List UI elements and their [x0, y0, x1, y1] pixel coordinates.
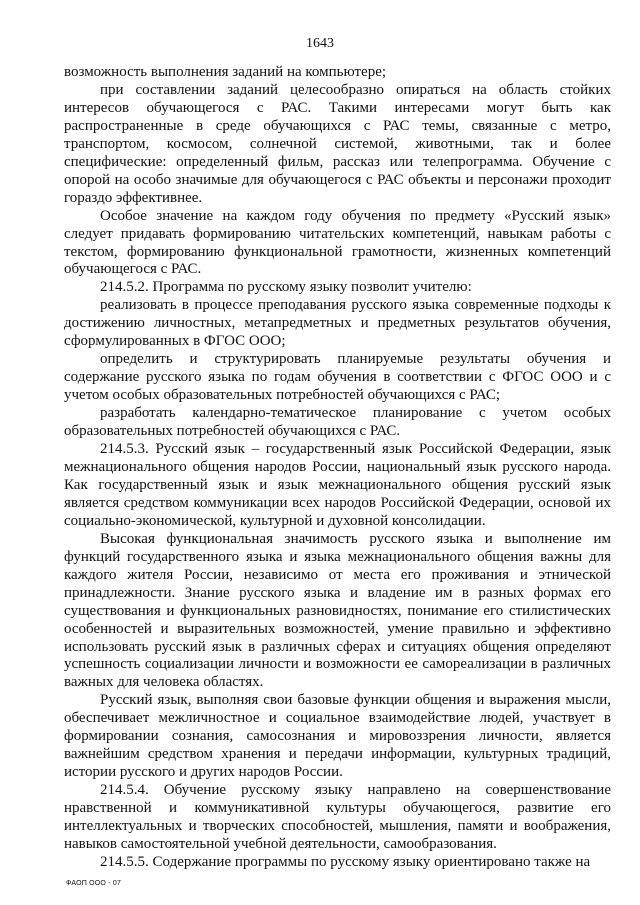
paragraph-functional-significance: Высокая функциональная значимость русского языка и выполнение им функций государственного языка и языка межнационального общения важны для каждого жителя России, независимо от места его проживания и этнической принадлежности. Знание русского языка и владение им в разных формах его существования и функциональных разновидностях, понимание его стилистических особенностей и выразительных возможностей, умение правильно и эффективно использовать русский язык в различных сферах и ситуациях общения определяют успешность социализации личности и возможности ее самореализации в различных важных для человека областях. [64, 530, 611, 691]
document-body [64, 64, 611, 872]
paragraph-reading-competencies: Особое значение на каждом году обучения по предмету «Русский язык» следует придавать формированию читательских компетенций, навыкам работы с текстом, формированию функциональной грамотности, жизненных компетенций обучающегося с РАС. [64, 207, 611, 278]
paragraph-section-214-5-5: 214.5.5. Содержание программы по русскому языку ориентировано также на [100, 853, 591, 870]
paragraph-develop-planning: разработать календарно-тематическое планирование с учетом особых образовательных потребностей обучающихся с РАС. [64, 405, 611, 440]
page-number: 1643 [306, 36, 334, 51]
paragraph-section-214-5-4: 214.5.4. Обучение русскому языку направлено на совершенствование нравственной и коммуникативной культуры обучающегося, развитие его интеллектуальных и творческих способностей, мышления, памяти и воображения, навыков самостоятельной учебной деятельности, самообразования. [64, 782, 611, 852]
paragraph-section-214-5-3: 214.5.3. Русский язык – государственный язык Российской Федерации, язык межнационального общения народов России, национальный язык русского народа. Как государственный язык и язык межнационального общения русский язык является средством коммуникации всех народов Российской Федерации, основой их социально-экономической, культурной и духовной консолидации. [64, 441, 611, 529]
footer-document-code: ФАОП ООО - 07 [66, 880, 122, 887]
paragraph-define-results: определить и структурировать планируемые результаты обучения и содержание русского языка по годам обучения в соответствии с ФГОС ООО и с учетом особых образовательных потребностей обучающихся с РАС; [64, 351, 611, 404]
paragraph-computer-tasks: возможность выполнения заданий на компьютере; [64, 64, 387, 80]
paragraph-basic-functions: Русский язык, выполняя свои базовые функции общения и выражения мысли, обеспечивает межличностное и социальное взаимодействие людей, участвует в формировании сознания, самосознания и мировоззрения личности, является важнейшим средством хранения и передачи информации, культурных традиций, истории русского и других народов России. [64, 692, 611, 781]
paragraph-section-214-5-2: 214.5.2. Программа по русскому языку позволит учителю: [100, 279, 472, 296]
paragraph-task-interests: при составлении заданий целесообразно опираться на область стойких интересов обучающегося с РАС. Такими интересами могут быть как распространенные в среде обучающихся с РАС темы, связанные с метро, транспортом, космосом, солнечной системой, животными, так и более специфические: определенный фильм, рассказ или телепрограмма. Обучение с опорой на особо значимые для обучающегося с РАС объекты и персонажи проходит гораздо эффективнее. [64, 81, 611, 206]
paragraph-implement-approaches: реализовать в процессе преподавания русского языка современные подходы к достижению личностных, метапредметных и предметных результатов обучения, сформулированных в ФГОС ООО; [64, 297, 611, 350]
